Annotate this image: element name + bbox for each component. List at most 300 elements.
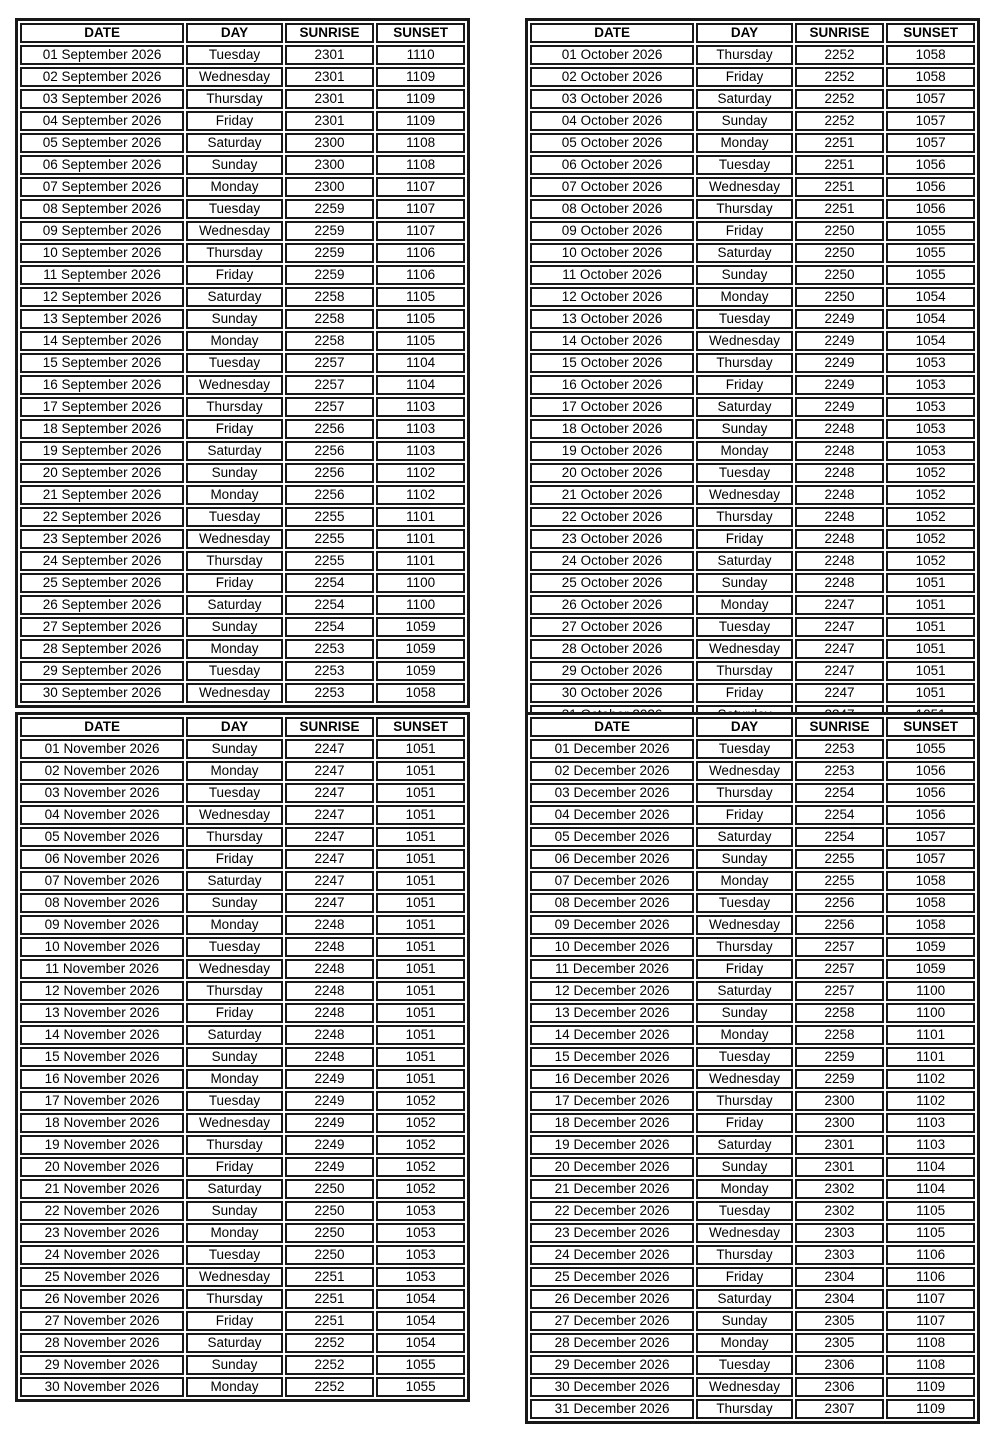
day-cell: Tuesday [186,661,283,681]
date-cell: 09 November 2026 [20,915,184,935]
sunrise-cell: 2247 [285,871,375,891]
sunrise-cell: 2247 [285,827,375,847]
table-row [20,1311,465,1331]
sunset-cell: 1055 [886,739,975,759]
sunrise-cell: 2247 [795,683,885,703]
sunset-cell: 1051 [376,827,465,847]
table-row [530,309,975,329]
sunset-cell: 1056 [886,761,975,781]
sunrise-cell: 2256 [285,419,375,439]
sunrise-cell: 2251 [795,133,885,153]
date-cell: 02 September 2026 [20,67,184,87]
sunrise-cell: 2256 [285,441,375,461]
sunrise-cell: 2304 [795,1267,885,1287]
day-cell: Friday [696,67,793,87]
sunset-cell: 1100 [376,573,465,593]
date-cell: 12 November 2026 [20,981,184,1001]
sunrise-cell: 2306 [795,1377,885,1397]
table-row [20,1179,465,1199]
column-header-sunset: SUNSET [886,23,975,43]
sunrise-cell: 2250 [795,287,885,307]
sunrise-cell: 2256 [795,893,885,913]
sunset-cell: 1054 [376,1311,465,1331]
sunrise-cell: 2258 [795,1025,885,1045]
day-cell: Saturday [186,595,283,615]
date-cell: 23 December 2026 [530,1223,694,1243]
sunset-cell: 1053 [886,397,975,417]
table-row [530,419,975,439]
table-row [530,265,975,285]
table-row [530,827,975,847]
day-cell: Thursday [696,1245,793,1265]
day-cell: Friday [696,1267,793,1287]
sunset-cell: 1109 [376,111,465,131]
table-row [530,1157,975,1177]
date-cell: 09 December 2026 [530,915,694,935]
day-cell: Sunday [186,739,283,759]
sunrise-cell: 2254 [795,783,885,803]
date-cell: 18 October 2026 [530,419,694,439]
date-cell: 16 December 2026 [530,1069,694,1089]
sunset-cell: 1051 [376,981,465,1001]
sunrise-cell: 2259 [795,1047,885,1067]
sunrise-cell: 2300 [795,1091,885,1111]
table-row [20,871,465,891]
sunset-cell: 1051 [376,1069,465,1089]
day-cell: Thursday [186,827,283,847]
sunrise-cell: 2248 [795,463,885,483]
date-cell: 15 September 2026 [20,353,184,373]
date-cell: 11 October 2026 [530,265,694,285]
sunset-cell: 1051 [376,739,465,759]
day-cell: Tuesday [186,199,283,219]
sunset-cell: 1053 [376,1267,465,1287]
date-cell: 17 December 2026 [530,1091,694,1111]
date-cell: 22 November 2026 [20,1201,184,1221]
sunset-cell: 1059 [886,959,975,979]
day-cell: Saturday [696,1135,793,1155]
sunrise-cell: 2250 [285,1245,375,1265]
sunset-cell: 1057 [886,849,975,869]
table-row [20,1201,465,1221]
sunrise-cell: 2255 [285,529,375,549]
day-cell: Tuesday [186,507,283,527]
day-cell: Sunday [696,573,793,593]
day-cell: Sunday [696,265,793,285]
day-cell: Sunday [186,1047,283,1067]
day-cell: Monday [186,1223,283,1243]
day-cell: Saturday [696,397,793,417]
sunrise-cell: 2253 [285,683,375,703]
day-cell: Saturday [186,133,283,153]
table-row [530,441,975,461]
sunrise-cell: 2254 [285,617,375,637]
day-cell: Thursday [696,353,793,373]
sunrise-cell: 2257 [285,353,375,373]
column-header-sunset: SUNSET [376,717,465,737]
sunset-cell: 1056 [886,177,975,197]
table-block-november [15,712,470,1402]
sunset-cell: 1105 [376,309,465,329]
table-row [20,739,465,759]
sunrise-cell: 2249 [795,397,885,417]
day-cell: Monday [696,1025,793,1045]
sunrise-cell: 2251 [285,1311,375,1331]
table-row [20,661,465,681]
sunset-cell: 1054 [376,1289,465,1309]
sunrise-cell: 2250 [285,1179,375,1199]
table-row [20,915,465,935]
table-row [530,485,975,505]
date-cell: 12 December 2026 [530,981,694,1001]
table-row [530,1223,975,1243]
date-cell: 31 December 2026 [530,1399,694,1419]
column-header-day: DAY [186,717,283,737]
sunrise-cell: 2300 [795,1113,885,1133]
sunset-cell: 1054 [886,331,975,351]
sunrise-cell: 2258 [285,309,375,329]
column-header-sunset: SUNSET [376,23,465,43]
sunrise-cell: 2300 [285,155,375,175]
sunset-cell: 1051 [376,805,465,825]
date-cell: 14 September 2026 [20,331,184,351]
sunset-cell: 1108 [376,155,465,175]
day-cell: Friday [696,375,793,395]
day-cell: Wednesday [696,485,793,505]
day-cell: Friday [696,959,793,979]
sunset-cell: 1053 [886,375,975,395]
table-row [530,397,975,417]
sunrise-cell: 2250 [285,1201,375,1221]
day-cell: Monday [186,177,283,197]
date-cell: 25 November 2026 [20,1267,184,1287]
sunset-cell: 1051 [376,1003,465,1023]
day-cell: Tuesday [696,739,793,759]
day-cell: Tuesday [186,1245,283,1265]
table-row [530,67,975,87]
date-cell: 27 October 2026 [530,617,694,637]
date-cell: 17 September 2026 [20,397,184,417]
date-cell: 03 December 2026 [530,783,694,803]
sunset-cell: 1105 [376,287,465,307]
table-row [530,1091,975,1111]
sunset-cell: 1108 [886,1355,975,1375]
day-cell: Wednesday [186,529,283,549]
sunset-cell: 1052 [886,507,975,527]
table-row [530,1289,975,1309]
day-cell: Friday [186,1157,283,1177]
sunset-cell: 1052 [376,1179,465,1199]
date-cell: 24 November 2026 [20,1245,184,1265]
sunrise-cell: 2252 [285,1377,375,1397]
sunrise-cell: 2258 [285,331,375,351]
table-row [530,199,975,219]
day-cell: Thursday [696,661,793,681]
sunset-cell: 1100 [376,595,465,615]
sunrise-cell: 2248 [795,551,885,571]
sunset-cell: 1051 [886,617,975,637]
table-row [20,199,465,219]
day-cell: Friday [696,529,793,549]
day-cell: Sunday [186,309,283,329]
header-row [20,717,465,737]
sunrise-cell: 2256 [285,485,375,505]
sunrise-cell: 2249 [285,1135,375,1155]
sunset-cell: 1101 [376,551,465,571]
day-cell: Thursday [696,199,793,219]
sunrise-cell: 2250 [795,243,885,263]
table-row [530,507,975,527]
day-cell: Saturday [696,551,793,571]
sunset-cell: 1056 [886,805,975,825]
table-row [530,243,975,263]
column-header-day: DAY [186,23,283,43]
sunrise-cell: 2305 [795,1311,885,1331]
sunrise-cell: 2248 [285,937,375,957]
column-header-sunrise: SUNRISE [285,717,375,737]
date-cell: 30 September 2026 [20,683,184,703]
sunrise-cell: 2249 [795,331,885,351]
date-cell: 04 December 2026 [530,805,694,825]
day-cell: Monday [186,485,283,505]
sunrise-cell: 2247 [285,739,375,759]
sunrise-cell: 2248 [285,1047,375,1067]
sunset-cell: 1105 [886,1223,975,1243]
date-cell: 26 November 2026 [20,1289,184,1309]
sunset-cell: 1101 [376,507,465,527]
sunset-cell: 1057 [886,133,975,153]
table-row [20,1003,465,1023]
day-cell: Wednesday [186,805,283,825]
table-row [530,595,975,615]
sunset-cell: 1053 [376,1245,465,1265]
day-cell: Monday [186,331,283,351]
sunrise-cell: 2253 [795,761,885,781]
sunset-cell: 1058 [886,871,975,891]
table-row [20,353,465,373]
day-cell: Monday [186,1377,283,1397]
sunset-cell: 1052 [376,1113,465,1133]
date-cell: 18 November 2026 [20,1113,184,1133]
sunset-cell: 1053 [886,353,975,373]
sunset-cell: 1059 [376,617,465,637]
sunrise-cell: 2251 [285,1267,375,1287]
sunset-cell: 1106 [886,1245,975,1265]
sunrise-cell: 2249 [285,1113,375,1133]
day-cell: Sunday [696,1003,793,1023]
day-cell: Monday [696,1179,793,1199]
day-cell: Thursday [186,981,283,1001]
day-cell: Friday [696,1113,793,1133]
sunrise-cell: 2306 [795,1355,885,1375]
sunrise-cell: 2302 [795,1201,885,1221]
table-row [20,1157,465,1177]
day-cell: Saturday [186,1179,283,1199]
day-cell: Sunday [186,893,283,913]
sunset-cell: 1101 [376,529,465,549]
date-cell: 24 October 2026 [530,551,694,571]
table-row [530,661,975,681]
table-row [20,243,465,263]
table-row [20,463,465,483]
sunset-cell: 1100 [886,981,975,1001]
sunset-cell: 1051 [376,849,465,869]
sunset-cell: 1051 [886,595,975,615]
sunset-cell: 1057 [886,827,975,847]
day-cell: Thursday [186,243,283,263]
date-cell: 24 September 2026 [20,551,184,571]
date-cell: 20 November 2026 [20,1157,184,1177]
date-cell: 27 November 2026 [20,1311,184,1331]
table-row [530,287,975,307]
day-cell: Monday [696,133,793,153]
day-cell: Thursday [186,1135,283,1155]
header-row [20,23,465,43]
sunrise-cell: 2249 [795,375,885,395]
table-row [20,331,465,351]
sunset-cell: 1053 [886,441,975,461]
date-cell: 25 September 2026 [20,573,184,593]
sunrise-cell: 2302 [795,1179,885,1199]
sunrise-cell: 2247 [285,849,375,869]
table-row [20,805,465,825]
day-cell: Friday [186,1311,283,1331]
sunrise-cell: 2247 [795,595,885,615]
day-cell: Friday [696,221,793,241]
date-cell: 16 September 2026 [20,375,184,395]
date-cell: 14 December 2026 [530,1025,694,1045]
sunset-cell: 1051 [376,783,465,803]
sunrise-cell: 2251 [795,155,885,175]
sunset-cell: 1056 [886,783,975,803]
table-row [530,893,975,913]
sunset-cell: 1051 [376,761,465,781]
day-cell: Sunday [696,111,793,131]
sunset-cell: 1102 [376,485,465,505]
day-cell: Thursday [186,1289,283,1309]
sunrise-cell: 2247 [285,783,375,803]
date-cell: 19 September 2026 [20,441,184,461]
sunrise-sunset-table-september-2026 [15,18,470,708]
date-cell: 30 December 2026 [530,1377,694,1397]
sunrise-cell: 2252 [795,89,885,109]
table-row [530,871,975,891]
table-row [20,595,465,615]
column-header-date: DATE [20,717,184,737]
sunset-cell: 1106 [376,243,465,263]
day-cell: Saturday [696,1289,793,1309]
date-cell: 01 October 2026 [530,45,694,65]
day-cell: Sunday [696,419,793,439]
table-row [530,1399,975,1419]
sunrise-cell: 2303 [795,1245,885,1265]
table-row [530,529,975,549]
table-row [530,111,975,131]
sunset-cell: 1101 [886,1047,975,1067]
sunrise-cell: 2304 [795,1289,885,1309]
sunrise-cell: 2257 [795,981,885,1001]
table-row [20,375,465,395]
sunset-cell: 1051 [376,959,465,979]
day-cell: Saturday [696,981,793,1001]
day-cell: Sunday [186,463,283,483]
sunset-cell: 1107 [886,1289,975,1309]
column-header-sunrise: SUNRISE [285,23,375,43]
sunrise-cell: 2248 [795,529,885,549]
sunrise-cell: 2301 [795,1157,885,1177]
date-cell: 06 September 2026 [20,155,184,175]
table-row [20,1267,465,1287]
sunset-cell: 1053 [886,419,975,439]
sunrise-cell: 2301 [285,67,375,87]
table-row [530,849,975,869]
date-cell: 30 October 2026 [530,683,694,703]
sunrise-cell: 2250 [795,221,885,241]
day-cell: Monday [696,287,793,307]
sunrise-cell: 2301 [795,1135,885,1155]
date-cell: 27 December 2026 [530,1311,694,1331]
day-cell: Wednesday [186,1113,283,1133]
table-row [20,1069,465,1089]
day-cell: Friday [186,849,283,869]
table-row [530,1025,975,1045]
table-row [530,783,975,803]
date-cell: 04 September 2026 [20,111,184,131]
sunrise-cell: 2251 [795,177,885,197]
day-cell: Friday [186,265,283,285]
sunrise-cell: 2248 [285,915,375,935]
date-cell: 27 September 2026 [20,617,184,637]
sunset-cell: 1052 [376,1157,465,1177]
date-cell: 19 December 2026 [530,1135,694,1155]
day-cell: Tuesday [696,893,793,913]
date-cell: 21 November 2026 [20,1179,184,1199]
date-cell: 05 September 2026 [20,133,184,153]
sunset-cell: 1100 [886,1003,975,1023]
date-cell: 10 September 2026 [20,243,184,263]
day-cell: Tuesday [696,617,793,637]
sunrise-cell: 2259 [285,265,375,285]
sunset-cell: 1054 [886,309,975,329]
header-row [530,717,975,737]
table-row [20,45,465,65]
sunset-cell: 1109 [886,1399,975,1419]
sunset-cell: 1103 [376,419,465,439]
date-cell: 02 October 2026 [530,67,694,87]
table-row [530,221,975,241]
table-block-december [525,712,980,1424]
day-cell: Thursday [186,551,283,571]
sunset-cell: 1058 [886,893,975,913]
sunset-cell: 1051 [886,639,975,659]
sunrise-cell: 2257 [285,375,375,395]
sunset-cell: 1102 [376,463,465,483]
date-cell: 30 November 2026 [20,1377,184,1397]
sunrise-cell: 2254 [795,827,885,847]
table-row [20,981,465,1001]
table-row [530,739,975,759]
day-cell: Saturday [186,1025,283,1045]
day-cell: Wednesday [696,331,793,351]
day-cell: Saturday [186,1333,283,1353]
table-row [20,1091,465,1111]
sunset-cell: 1104 [376,353,465,373]
sunrise-cell: 2249 [285,1091,375,1111]
table-row [530,353,975,373]
date-cell: 09 September 2026 [20,221,184,241]
date-cell: 22 October 2026 [530,507,694,527]
date-cell: 14 October 2026 [530,331,694,351]
